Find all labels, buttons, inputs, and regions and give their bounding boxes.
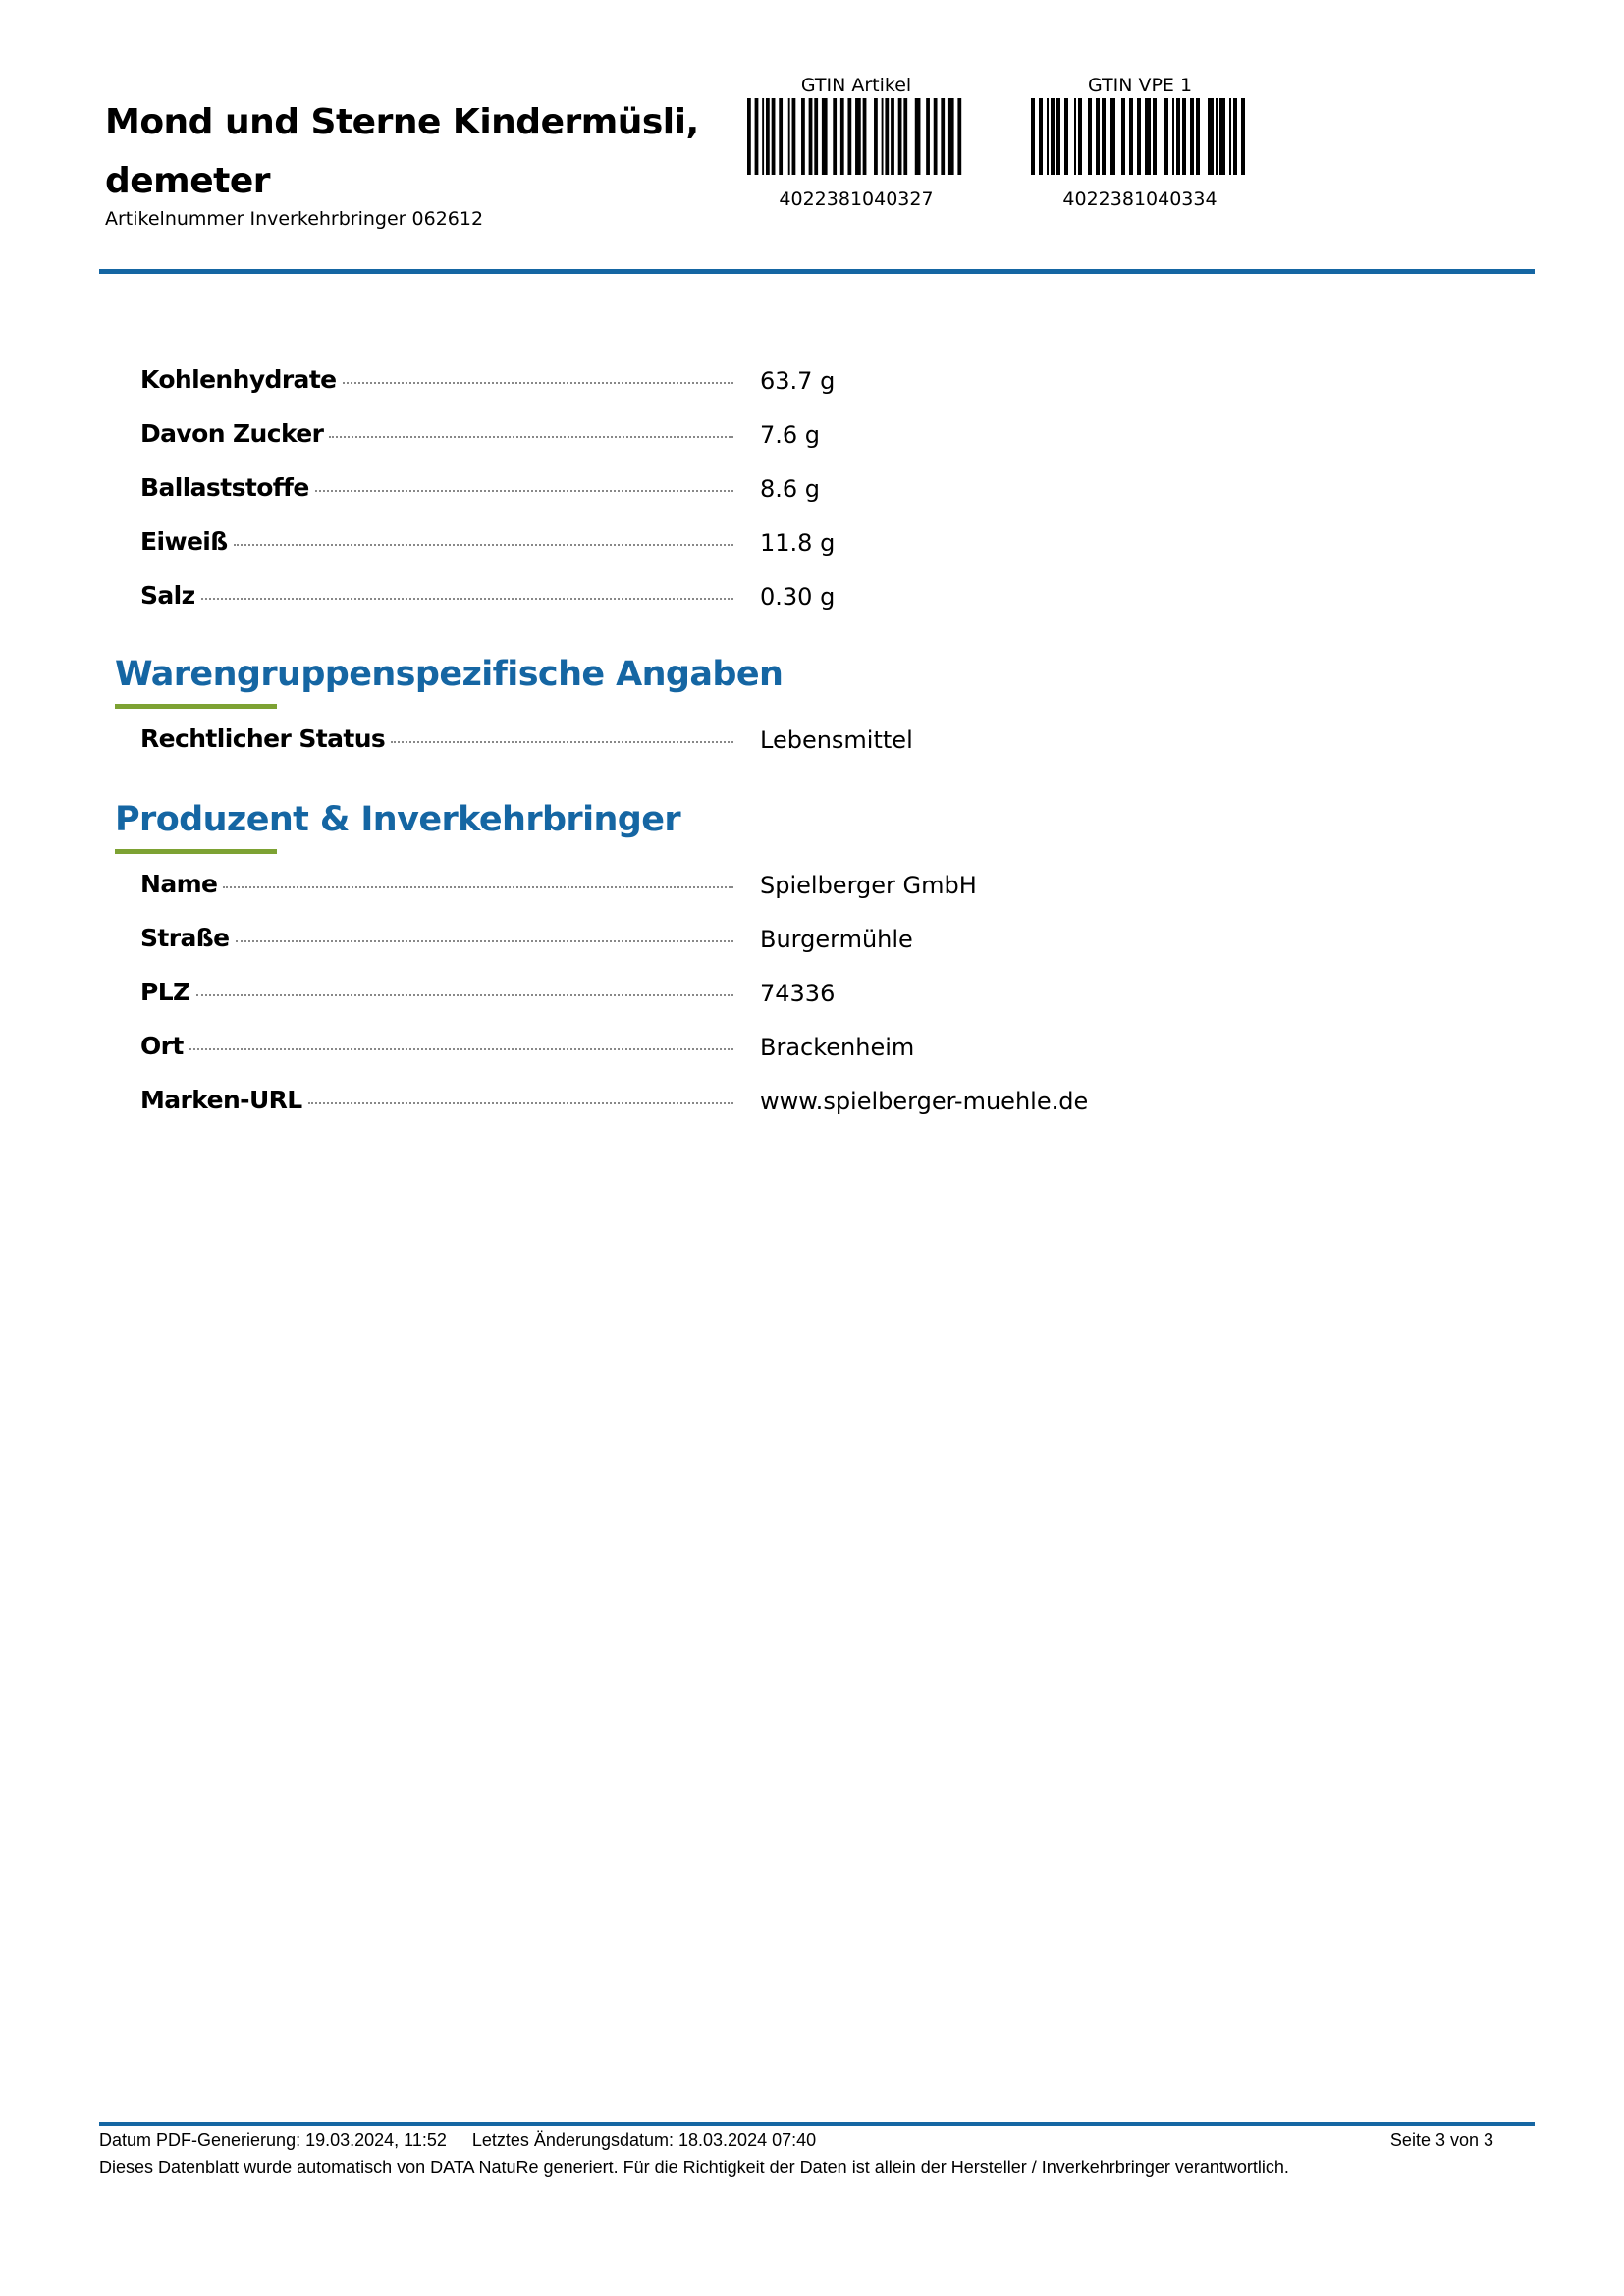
- header-divider: [99, 269, 1535, 274]
- row-label: PLZ: [140, 978, 190, 1006]
- nutrition-row-salt: [140, 581, 1122, 620]
- row-street: [140, 924, 1122, 963]
- barcode-image: [743, 98, 969, 175]
- row-label: Kohlenhydrate: [140, 365, 337, 394]
- row-city: [140, 1032, 1122, 1071]
- row-name: [140, 870, 1122, 909]
- barcode-label: GTIN VPE 1: [1087, 75, 1193, 96]
- section-underline: [115, 849, 277, 854]
- row-value: Burgermühle: [760, 926, 913, 953]
- section-underline: [115, 704, 277, 709]
- row-label: Ort: [140, 1032, 184, 1060]
- dot-leader: [223, 886, 733, 888]
- dot-leader: [236, 940, 734, 942]
- row-label: Eiweiß: [140, 527, 228, 556]
- row-value: 0.30 g: [760, 583, 836, 611]
- dot-leader: [189, 1048, 733, 1050]
- row-label: Rechtlicher Status: [140, 724, 386, 753]
- nutrition-row-fiber: [140, 473, 1122, 512]
- dot-leader: [315, 490, 733, 492]
- brand-url-link[interactable]: www.spielberger-muehle.de: [760, 1088, 1089, 1115]
- row-value: 11.8 g: [760, 529, 836, 557]
- row-value: Spielberger GmbH: [760, 872, 977, 899]
- nutrition-row-protein: [140, 527, 1122, 566]
- dot-leader: [196, 994, 733, 996]
- row-label: Name: [140, 870, 218, 898]
- row-label: Straße: [140, 924, 230, 952]
- dot-leader: [329, 436, 733, 438]
- barcode-image: [1027, 98, 1253, 175]
- barcode-number: 4022381040327: [779, 188, 934, 210]
- footer-divider: [99, 2122, 1535, 2126]
- barcode-gtin-vpe: [1022, 73, 1258, 210]
- row-label: Ballaststoffe: [140, 473, 309, 502]
- row-value: 8.6 g: [760, 475, 821, 503]
- dot-leader: [391, 741, 733, 743]
- row-value: Lebensmittel: [760, 726, 913, 754]
- row-value: 63.7 g: [760, 367, 836, 395]
- row-legal-status: [140, 724, 1122, 764]
- row-value: 74336: [760, 980, 836, 1007]
- section-title-product-group: Warengruppenspezifische Angaben: [115, 655, 784, 694]
- page-number: Seite 3 von 3: [1389, 2130, 1493, 2150]
- row-label: Salz: [140, 581, 195, 610]
- nutrition-row-sugar: [140, 419, 1122, 458]
- barcode-gtin-artikel: [738, 73, 974, 210]
- row-value: Brackenheim: [760, 1034, 915, 1061]
- nutrition-row-carbohydrates: [140, 365, 1122, 404]
- row-value: 7.6 g: [760, 421, 821, 449]
- row-brand-url: [140, 1086, 1122, 1125]
- dot-leader: [308, 1102, 733, 1104]
- footer-meta: [99, 2130, 1493, 2151]
- section-title-producer: Produzent & Inverkehrbringer: [115, 800, 681, 839]
- product-title: Mond und Sterne Kindermüsli, demeter: [105, 102, 699, 201]
- barcode-number: 4022381040334: [1062, 188, 1218, 210]
- pdf-generation-date: Datum PDF-Generierung: 19.03.2024, 11:52: [99, 2130, 447, 2150]
- footer-disclaimer: Dieses Datenblatt wurde automatisch von DATA NatuRe generiert. Für die Richtigkeit der Daten ist allein der Hersteller / Inverkehrbringer verantwortlich.: [99, 2158, 1289, 2177]
- dot-leader: [234, 544, 733, 546]
- row-label: Davon Zucker: [140, 419, 324, 448]
- dot-leader: [201, 598, 733, 600]
- dot-leader: [343, 382, 733, 384]
- row-postal-code: [140, 978, 1122, 1017]
- article-number: Artikelnummer Inverkehrbringer 062612: [105, 208, 484, 230]
- barcode-label: GTIN Artikel: [800, 75, 912, 96]
- last-change-date: Letztes Änderungsdatum: 18.03.2024 07:40: [471, 2130, 817, 2150]
- row-label: Marken-URL: [140, 1086, 302, 1114]
